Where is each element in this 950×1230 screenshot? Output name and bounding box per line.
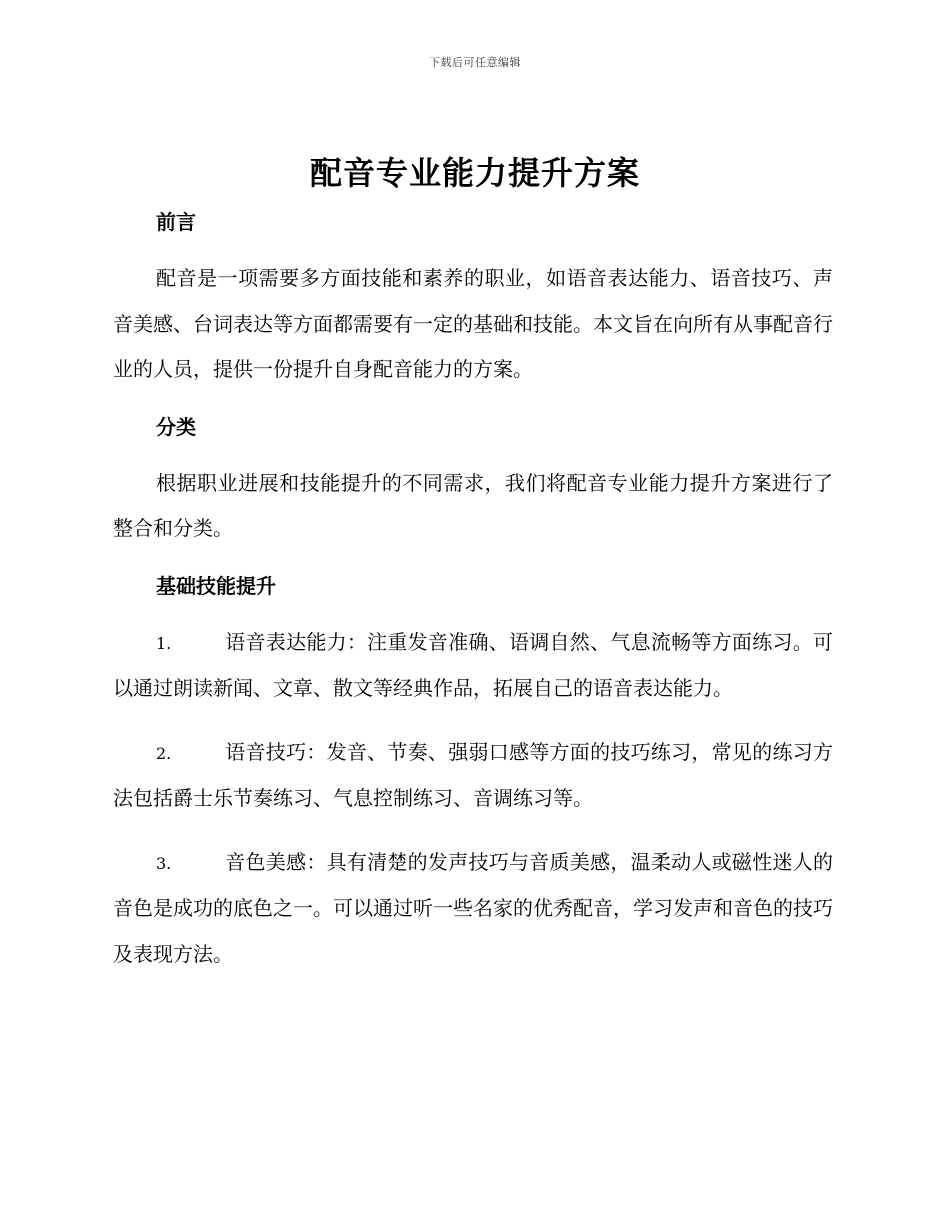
list-item-number: 1. bbox=[156, 633, 172, 653]
list-item bbox=[113, 620, 833, 712]
list-item-number: 3. bbox=[156, 853, 172, 873]
classification-paragraph: 根据职业进展和技能提升的不同需求，我们将配音专业能力提升方案进行了整合和分类。 bbox=[113, 470, 833, 540]
section-heading-basic-skills: 基础技能提升 bbox=[156, 573, 276, 598]
page-header: 下载后可任意编辑 bbox=[429, 56, 521, 69]
preface-paragraph: 配音是一项需要多方面技能和素养的职业，如语音表达能力、语音技巧、声音美感、台词表达等方面都需要有一定的基础和技能。本文旨在向所有从事配音行业的人员，提供一份提升自身配音能力的方案。 bbox=[113, 266, 833, 381]
list-item bbox=[113, 840, 833, 978]
document-body bbox=[113, 206, 833, 977]
section-heading-preface: 前言 bbox=[156, 210, 196, 234]
list-item-number: 2. bbox=[156, 743, 172, 763]
list-item-text: 语音技巧：发音、节奏、强弱口感等方面的技巧练习，常见的练习方法包括爵士乐节奏练习、气息控制练习、音调练习等。 bbox=[113, 739, 833, 810]
section-heading-classification: 分类 bbox=[156, 414, 196, 439]
document-title: 配音专业能力提升方案 bbox=[309, 154, 640, 192]
list-item bbox=[113, 730, 833, 822]
list-item-text: 音色美感：具有清楚的发声技巧与音质美感，温柔动人或磁性迷人的音色是成功的底色之一。可以通过听一些名家的优秀配音，学习发声和音色的技巧及表现方法。 bbox=[113, 849, 833, 966]
list-item-text: 语音表达能力：注重发音准确、语调自然、气息流畅等方面练习。可以通过朗读新闻、文章、散文等经典作品，拓展自己的语音表达能力。 bbox=[113, 629, 833, 700]
